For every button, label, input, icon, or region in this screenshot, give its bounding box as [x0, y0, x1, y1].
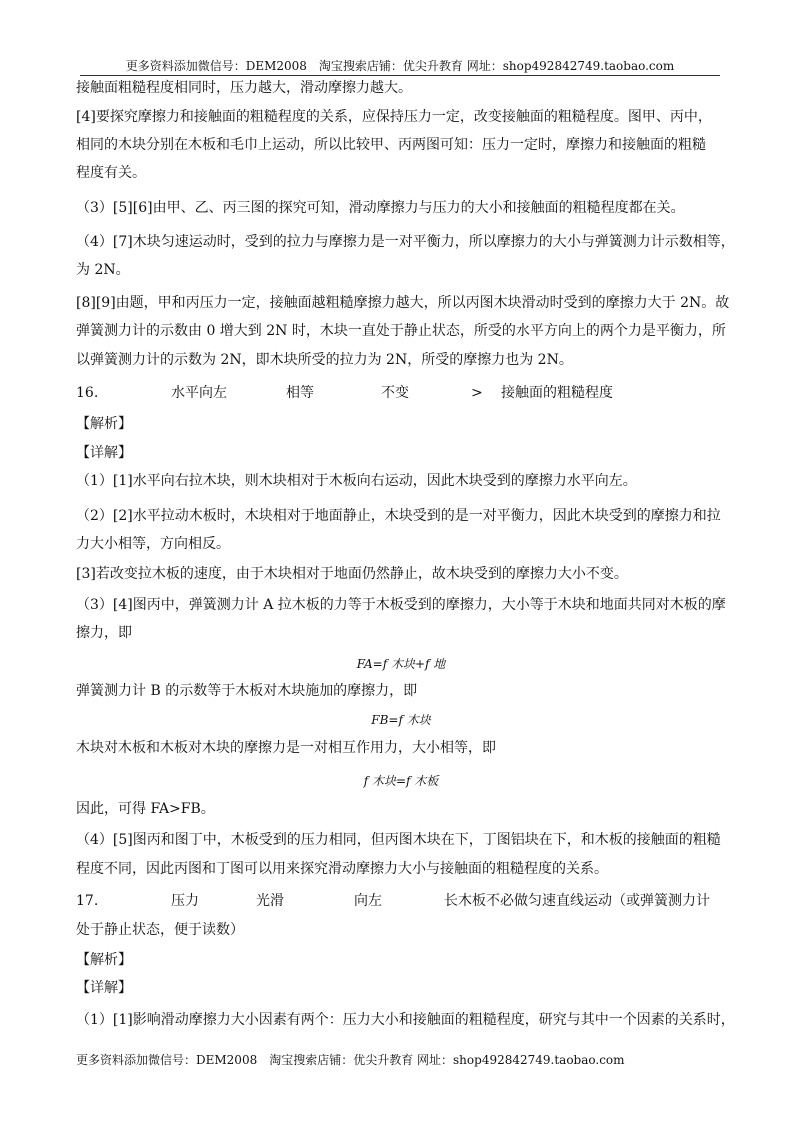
answer-blank: 接触面的粗糙程度: [501, 385, 613, 401]
page-header: 更多资料添加微信号：DEM2008 淘宝搜索店铺：优尖升教育 网址：shop492842749.taobao.com: [125, 59, 675, 73]
equation: f 木块=f 木板: [363, 774, 439, 788]
answer-blank: >: [471, 385, 483, 401]
text-line: （4）[5]图丙和图丁中，木板受到的压力相同，但丙图木块在下，丁图铝块在下，和木板的接触面的粗糙: [76, 832, 721, 848]
section-label: 【详解】: [76, 980, 132, 996]
section-label: 【解析】: [76, 952, 132, 968]
answer-blank: 向左: [354, 893, 382, 909]
text-line: 接触面粗糙程度相同时，压力越大，滑动摩擦力越大。: [76, 80, 412, 96]
header-divider: [80, 75, 720, 76]
answer-blank: 长木板不必做匀速直线运动（或弹簧测力计: [444, 893, 710, 909]
text-line: （3）[5][6]由甲、乙、丙三图的探究可知，滑动摩擦力与压力的大小和接触面的粗糙程度都在关。: [76, 200, 685, 216]
text-line: 因此，可得 FA>FB。: [76, 801, 215, 817]
text-line: [3]若改变拉木板的速度，由于木块相对于地面仍然静止，故木块受到的摩擦力大小不变。: [76, 566, 628, 582]
text-line: 为 2N。: [76, 262, 130, 278]
text-line: （1）[1]水平向右拉木块，则木块相对于木板向右运动，因此木块受到的摩擦力水平向左。: [76, 473, 637, 489]
section-label: 【详解】: [76, 445, 132, 461]
answer-blank: 相等: [286, 385, 314, 401]
answer-blank: 压力: [171, 893, 199, 909]
text-line: 程度不同，因此丙图和丁图可以用来探究滑动摩擦力大小与接触面的粗糙程度的关系。: [76, 861, 608, 877]
text-line: （3）[4]图丙中，弹簧测力计 A 拉木板的力等于木板受到的摩擦力，大小等于木块和地面共同对木板的摩: [76, 597, 726, 613]
text-line: [4]要探究摩擦力和接触面的粗糙程度的关系，应保持压力一定，改变接触面的粗糙程度。图甲、丙中，: [76, 109, 712, 125]
text-line: 程度有关。: [76, 165, 146, 181]
text-line: 相同的木块分别在木板和毛巾上运动，所以比较甲、丙两图可知：压力一定时，摩擦力和接触面的粗糙: [76, 137, 706, 153]
section-label: 【解析】: [76, 416, 132, 432]
text-line: 木块对木板和木板对木块的摩擦力是一对相互作用力，大小相等，即: [76, 740, 496, 756]
text-line: 弹簧测力计 B 的示数等于木板对木块施加的摩擦力，即: [76, 683, 418, 699]
equation: FB=f 木块: [371, 713, 431, 727]
text-line: [8][9]由题，甲和丙压力一定，接触面越粗糙摩擦力越大，所以丙图木块滑动时受到的摩擦力大于 2N。故: [76, 295, 730, 311]
answer-blank: 水平向左: [171, 385, 227, 401]
question-number: 17.: [76, 893, 99, 909]
text-line: （1）[1]影响滑动摩擦力大小因素有两个：压力大小和接触面的粗糙程度，研究与其中一个因素的关系时，: [76, 1012, 735, 1028]
equation: FA=f 木块+f 地: [356, 657, 446, 671]
text-line: 以弹簧测力计的示数为 2N，即木块所受的拉力为 2N，所受的摩擦力也为 2N。: [76, 352, 573, 368]
answer-blank: 光滑: [256, 893, 284, 909]
text-line: （4）[7]木块匀速运动时，受到的拉力与摩擦力是一对平衡力，所以摩擦力的大小与弹簧测力计示数相等，: [76, 234, 735, 250]
text-line: （2）[2]水平拉动木板时，木块相对于地面静止，木块受到的是一对平衡力，因此木块受到的摩擦力和拉: [76, 508, 721, 524]
text-line: 擦力，即: [76, 625, 132, 641]
text-line: 力大小相等，方向相反。: [76, 536, 230, 552]
answer-blank: 不变: [381, 385, 409, 401]
page-footer: 更多资料添加微信号：DEM2008 淘宝搜索店铺：优尖升教育 网址：shop492842749.taobao.com: [76, 1053, 625, 1067]
text-line: 弹簧测力计的示数由 0 增大到 2N 时，木块一直处于静止状态，所受的水平方向上的两个力是平衡力，所: [76, 323, 726, 339]
text-line: 处于静止状态，便于读数）: [76, 922, 244, 938]
question-number: 16.: [76, 385, 99, 401]
